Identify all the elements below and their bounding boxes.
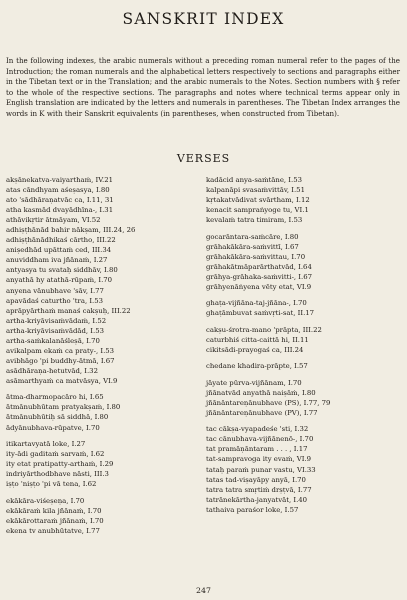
left-index-column <box>6 175 201 536</box>
page-number: 247 <box>196 586 211 595</box>
index-entry: artha-kriyāvisaṁvādaṁ, I.52 <box>6 316 107 325</box>
index-entry: chedane khadira-prāpte, I.57 <box>206 362 308 371</box>
index-entry: tataḥ paraṁ punar vastu, VI.33 <box>206 465 316 474</box>
index-entry: ghaṭa-vijñāna-taj-jñāna-, I.70 <box>206 299 307 308</box>
index-entry: grāhakākāra-saṁvittī, I.67 <box>206 242 299 251</box>
index-entry: apavādaś caturtho 'tra, I.53 <box>6 296 104 305</box>
index-entry: ekākāraṁ kila jñānaṁ, I.70 <box>6 506 102 515</box>
index-entry: ātma-dharmopacāro hi, I.65 <box>6 393 104 402</box>
index-entry: jñānāntareṇānubhave (PV), I.77 <box>206 408 318 417</box>
index-entry: tat pramāṇāntaram . . . , I.17 <box>206 445 308 454</box>
index-entry: avikalpam ekaṁ ca praty-, I.53 <box>6 346 115 355</box>
index-entry: tatra tatra smṛtiṁ drṣṭvā, I.77 <box>206 485 312 494</box>
index-entry: tatas tad-viṣayāpy anyā, I.70 <box>206 475 306 484</box>
index-entry: atas cāndhyam aśeṣasya, I.80 <box>6 186 110 195</box>
index-entry: aniṣedhād upāttaṁ ced, III.34 <box>6 246 112 255</box>
index-entry: ato 'sādhāraṇatvāc ca, I.11, 31 <box>6 196 114 205</box>
index-entry: cikitsādi-prayogaś ca, III.24 <box>206 345 304 354</box>
index-entry: kadācid anya-saṁtāne, I.53 <box>206 176 302 184</box>
index-entry: atha kasmād dvayādhīna-, I.31 <box>6 206 114 215</box>
index-entry: kalpanāpi svasaṁvittāv, I.51 <box>206 186 305 195</box>
index-entry: itikartavyatā loke, I.27 <box>6 439 86 448</box>
index-entry: kevalaṁ tatra timiram, I.53 <box>206 216 303 225</box>
index-entry: artha-saṁkalanāśleṣā, I.70 <box>6 336 100 345</box>
index-entry: kenacit sampraṅyoge tu, VI.1 <box>206 206 309 215</box>
index-entry: athāvikṛtir ātmāyam, VI.52 <box>6 216 101 225</box>
index-entry: tac cānubhava-vijñānenō-, I.70 <box>206 435 314 444</box>
index-entry: ghaṭāmbuvat saṁvṛti-sat, II.17 <box>206 309 315 318</box>
index-entry: asāmarthyaṁ ca matvāsya, VI.9 <box>6 376 118 385</box>
index-entry: ity etat pratipatty-arthaṁ, I.29 <box>6 460 114 469</box>
index-entry: artha-kriyāvisaṁvādād, I.53 <box>6 326 104 335</box>
index-entry: adhiṣṭhānādhikaś cārtho, III.22 <box>6 236 116 245</box>
index-entry: grāhyenāṅyena vēty etat, VI.9 <box>206 282 312 291</box>
page-title: SANSKRIT INDEX <box>122 10 285 28</box>
index-entry: indriyārthodbhave nāsti, III.3 <box>6 470 109 479</box>
index-entry: jñānāntareṇānubhave (PS), I.77, 79 <box>206 398 331 407</box>
index-entry: anuviddham iva jñānaṁ, I.27 <box>6 256 108 265</box>
index-entry: ātmānubhūtiḥ sā siddhā, I.80 <box>6 413 109 422</box>
index-entry: tatrānekārtha-janyatvāt, I.40 <box>206 495 308 504</box>
index-entry: ekākārottaraṁ jñānaṁ, I.70 <box>6 516 104 525</box>
index-entry: kṛtakatvādivat svārtham, I.12 <box>206 196 310 205</box>
index-entry: akṣānekatva-vaiyarthaṁ, IV.21 <box>6 176 114 184</box>
index-entry: ekākāra-viśeṣeṇa, I.70 <box>6 496 85 505</box>
index-entry: ādyānubhava-rūpatve, I.70 <box>6 423 100 432</box>
index-entry: anyena vānubhave 'sāv, I.77 <box>6 286 104 295</box>
intro-paragraph: In the following indexes, the arabic numerals without a preceding roman numeral refer to the pages of the Introduction; the roman numerals and the alphabetical letters respectively to sections and paragraphs either in the Tibetan text or in the Translation; and the arabic numerals to the Notes. Section numbers with § refer to the whole of the respective sections. The paragraphs and notes where technical terms appear only in English translation are indicated by the letters and numerals in parentheses. The Tibetan Index arranges the words in K with their Sanskrit equivalents (in parentheses, when constructed from Tibetan). <box>6 56 400 118</box>
index-entry: ātmānubhūtam pratyakṣaṁ, I.80 <box>6 403 121 412</box>
index-entry: antyasya tu svataḥ siddhāv, I.80 <box>6 266 118 275</box>
index-entry: tat-sampravoga ity evaṁ, VI.9 <box>206 455 312 464</box>
index-entry: grāhakākāra-saṁvittau, I.70 <box>206 252 306 261</box>
index-entry: grāhya-grāhaka-saṁvitti-, I.67 <box>206 272 312 281</box>
index-entry: gocarāntara-saṁcāre, I.80 <box>206 232 299 241</box>
index-entry: asādhāraṇa-hetutvād, I.32 <box>6 366 98 375</box>
index-entry: ekena tv anubhūtatve, I.77 <box>6 526 100 535</box>
index-entry: iṣṭo 'niṣṭo 'pi vā tena, I.62 <box>6 480 97 489</box>
index-entry: ity-ādi gaditaṁ sarvaṁ, I.62 <box>6 450 105 458</box>
index-entry: adhiṣṭhānād bahir nākṣam, III.24, 26 <box>6 226 136 235</box>
index-entry: jāyate pūrva-vijñānam, I.70 <box>206 378 302 387</box>
index-entry: aprāpyārthaṁ manaś cakṣuḥ, III.22 <box>6 306 131 315</box>
section-title: VERSES <box>176 152 231 165</box>
index-entry: grāhakātmāparārthatvād, I.64 <box>206 262 312 271</box>
right-index-column <box>206 175 401 515</box>
index-entry: avibhāgo 'pi buddhy-ātmā, I.67 <box>6 356 115 365</box>
index-entry: jñānatvād anyathā naiṣāṁ, I.80 <box>206 388 316 397</box>
index-entry: tac cākṣa-vyapadeśe 'sti, I.32 <box>206 425 309 434</box>
index-entry: tathaiva paraśor loke, I.57 <box>206 505 299 514</box>
index-entry: anyathā hy atathā-rūpaṁ, I.70 <box>6 276 113 285</box>
index-entry: cakṣu-śrotra-mano 'prāpta, III.22 <box>206 325 322 334</box>
index-entry: caturbhiś citta-caittā hi, II.11 <box>206 335 309 344</box>
